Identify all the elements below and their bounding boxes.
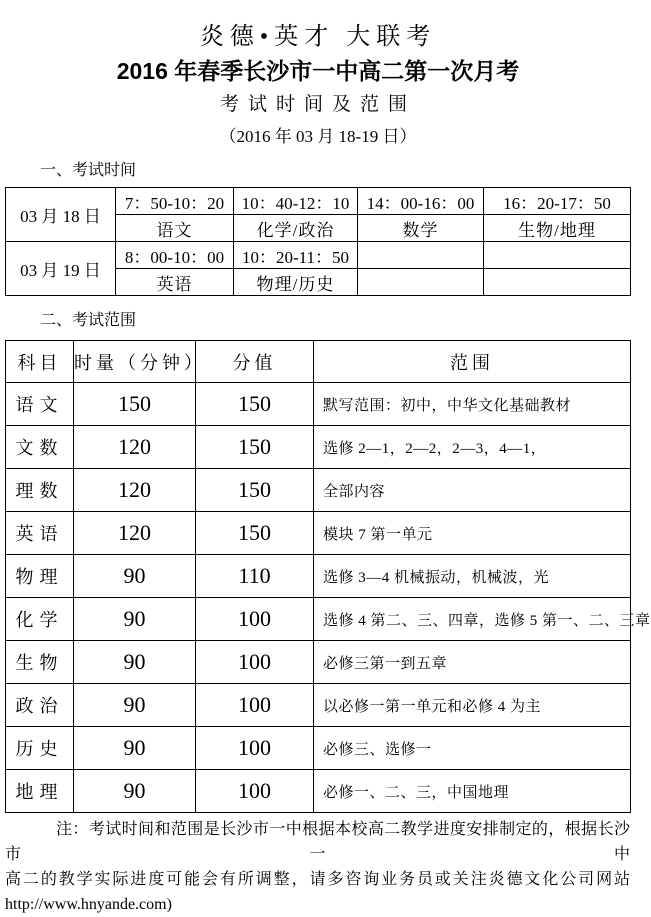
- schedule-subject: 数学: [358, 215, 484, 242]
- table-row: [6, 598, 631, 641]
- schedule-subject: 英语: [116, 269, 234, 296]
- section-heading-exam-time: 一、考试时间: [40, 162, 137, 179]
- table-row: [6, 684, 631, 727]
- scope-duration: 120: [74, 469, 196, 512]
- scope-subject: 语文: [6, 383, 74, 426]
- scope-subject: 生物: [6, 641, 74, 684]
- scope-duration: 90: [74, 555, 196, 598]
- footer-note: [0, 817, 636, 917]
- scope-score: 100: [196, 770, 314, 813]
- scope-range: 必修三第一到五章: [314, 641, 631, 684]
- scope-range: 全部内容: [314, 469, 631, 512]
- schedule-time: 14：00-16：00: [358, 188, 484, 215]
- scope-range: 选修 3—4 机械振动，机械波，光: [314, 555, 631, 598]
- scope-subject: 理数: [6, 469, 74, 512]
- table-row: [6, 727, 631, 770]
- scope-score: 150: [196, 512, 314, 555]
- exam-schedule-table: [5, 187, 631, 296]
- scope-range: 默写范围：初中，中华文化基础教材: [314, 383, 631, 426]
- scope-duration: 90: [74, 727, 196, 770]
- table-row: [6, 426, 631, 469]
- column-header-subject: 科目: [6, 341, 74, 383]
- schedule-subject: [358, 269, 484, 296]
- schedule-time: 16：20-17：50: [484, 188, 631, 215]
- scope-subject: 物理: [6, 555, 74, 598]
- table-header-row: [6, 341, 631, 383]
- schedule-subject: 生物/地理: [484, 215, 631, 242]
- section-heading-exam-scope: 二、考试范围: [40, 312, 137, 329]
- doc-subtitle: 考试时间及范围: [219, 94, 416, 115]
- scope-range: 必修三、选修一: [314, 727, 631, 770]
- schedule-subject: 化学/政治: [234, 215, 358, 242]
- table-row: [6, 770, 631, 813]
- scope-score: 150: [196, 383, 314, 426]
- table-row: [6, 469, 631, 512]
- scope-subject: 英语: [6, 512, 74, 555]
- scope-score: 150: [196, 426, 314, 469]
- exam-title: 2016 年春季长沙市一中高二第一次月考: [116, 58, 520, 84]
- scope-range: 模块 7 第一单元: [314, 512, 631, 555]
- scope-duration: 90: [74, 770, 196, 813]
- exam-notice-page: [0, 22, 651, 913]
- schedule-time: 7：50-10：20: [116, 188, 234, 215]
- brand-title: 炎德•英才 大联考: [199, 24, 437, 50]
- scope-score: 110: [196, 555, 314, 598]
- column-header-score: 分值: [196, 341, 314, 383]
- table-row: [6, 641, 631, 684]
- scope-score: 150: [196, 469, 314, 512]
- scope-subject: 地理: [6, 770, 74, 813]
- scope-subject: 文数: [6, 426, 74, 469]
- schedule-time: [484, 242, 631, 269]
- scope-duration: 120: [74, 426, 196, 469]
- scope-duration: 150: [74, 383, 196, 426]
- scope-range: 选修 2—1，2—2，2—3，4—1，: [314, 426, 631, 469]
- schedule-time: 10：20-11：50: [234, 242, 358, 269]
- scope-score: 100: [196, 598, 314, 641]
- table-row: [6, 383, 631, 426]
- table-row: [6, 555, 631, 598]
- schedule-subject: 语文: [116, 215, 234, 242]
- schedule-time: [358, 242, 484, 269]
- scope-score: 100: [196, 641, 314, 684]
- column-header-duration: 时量（分钟）: [74, 341, 196, 383]
- schedule-date: 03 月 19 日: [6, 242, 116, 296]
- footer-note-line: 高二的教学实际进度可能会有所调整，请多咨询业务员或关注炎德文化公司网站: [5, 871, 630, 888]
- scope-duration: 90: [74, 684, 196, 727]
- scope-score: 100: [196, 727, 314, 770]
- schedule-subject: 物理/历史: [234, 269, 358, 296]
- scope-subject: 历史: [6, 727, 74, 770]
- schedule-time: 8：00-10：00: [116, 242, 234, 269]
- schedule-subject: [484, 269, 631, 296]
- table-row: [6, 188, 631, 215]
- scope-duration: 90: [74, 641, 196, 684]
- footer-note-line: 注：考试时间和范围是长沙市一中根据本校高二教学进度安排制定的，根据长沙市一中: [5, 821, 630, 863]
- scope-range: 以必修一第一单元和必修 4 为主: [314, 684, 631, 727]
- scope-score: 100: [196, 684, 314, 727]
- table-row: [6, 512, 631, 555]
- column-header-range: 范围: [314, 341, 631, 383]
- scope-duration: 120: [74, 512, 196, 555]
- table-row: [6, 242, 631, 269]
- exam-date-range: （2016 年 03 月 18-19 日）: [219, 127, 417, 146]
- scope-subject: 政治: [6, 684, 74, 727]
- scope-subject: 化学: [6, 598, 74, 641]
- schedule-date: 03 月 18 日: [6, 188, 116, 242]
- scope-duration: 90: [74, 598, 196, 641]
- scope-range: 选修 4 第二、三、四章，选修 5 第一、二、三章: [314, 598, 631, 641]
- exam-scope-table: [5, 340, 651, 813]
- schedule-time: 10：40-12：10: [234, 188, 358, 215]
- scope-range: 必修一、二、三，中国地理: [314, 770, 631, 813]
- footer-note-url: http://www.hnyande.com): [5, 896, 172, 913]
